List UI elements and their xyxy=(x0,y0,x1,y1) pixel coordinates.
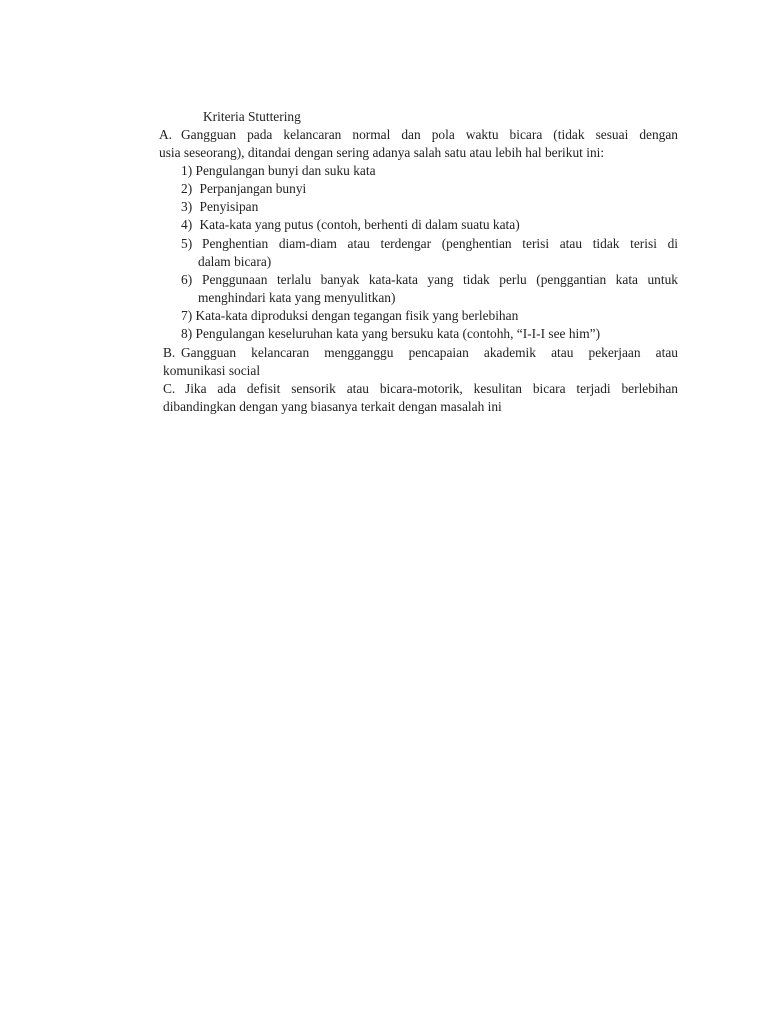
document-title: Kriteria Stuttering xyxy=(203,109,301,124)
list-item-6-text-line-2: menghindari kata yang menyulitkan) xyxy=(198,290,396,305)
section-b-text-line-1: Gangguan kelancaran mengganggu pencapaian akademik atau pekerjaan atau xyxy=(181,345,678,360)
list-item-1 xyxy=(181,162,376,180)
list-item-text: Penyisipan xyxy=(199,199,259,214)
list-item-3 xyxy=(181,198,258,216)
list-item-text: Kata-kata diproduksi dengan tegangan fisik yang berlebihan xyxy=(195,308,519,323)
list-item-number: 8) xyxy=(181,326,193,341)
list-item-6-text-line-1: Penggunaan terlalu banyak kata-kata yang tidak perlu (penggantian kata untuk xyxy=(202,272,678,287)
list-item-2 xyxy=(181,180,306,198)
list-item-8 xyxy=(181,325,600,343)
list-item-6 xyxy=(181,271,192,289)
section-a-text-line-1: Gangguan pada kelancaran normal dan pola waktu bicara (tidak sesuai dengan xyxy=(181,127,678,142)
list-item-number: 5) xyxy=(181,236,193,251)
section-a-marker: A. xyxy=(159,127,173,142)
list-item-text: Pengulangan bunyi dan suku kata xyxy=(195,163,376,178)
list-item-number: 1) xyxy=(181,163,193,178)
section-c-marker: C. xyxy=(163,381,176,396)
section-b-marker: B. xyxy=(163,345,176,360)
list-item-number: 3) xyxy=(181,199,193,214)
list-item-number: 4) xyxy=(181,217,193,232)
list-item-5-text-line-1: Penghentian diam-diam atau terdengar (penghentian terisi atau tidak terisi di xyxy=(202,236,678,251)
list-item-5-text-line-2: dalam bicara) xyxy=(198,254,272,269)
list-item-text: Kata-kata yang putus (contoh, berhenti di dalam suatu kata) xyxy=(199,217,520,232)
list-item-text: Pengulangan keseluruhan kata yang bersuku kata (contohh, “I-I-I see him”) xyxy=(195,326,601,341)
section-c-text-line-2: dibandingkan dengan yang biasanya terkait dengan masalah ini xyxy=(163,399,502,414)
list-item-number: 6) xyxy=(181,272,193,287)
section-c-text-line-1: Jika ada defisit sensorik atau bicara-motorik, kesulitan bicara terjadi berlebihan xyxy=(185,381,678,396)
section-a-text-line-2: usia seseorang), ditandai dengan sering adanya salah satu atau lebih hal berikut ini: xyxy=(159,145,605,160)
list-item-4 xyxy=(181,216,520,234)
list-item-7 xyxy=(181,307,518,325)
list-item-number: 7) xyxy=(181,308,193,323)
section-b-text-line-2: komunikasi social xyxy=(163,363,261,378)
list-item-text: Perpanjangan bunyi xyxy=(199,181,307,196)
list-item-number: 2) xyxy=(181,181,193,196)
list-item-5 xyxy=(181,235,192,253)
